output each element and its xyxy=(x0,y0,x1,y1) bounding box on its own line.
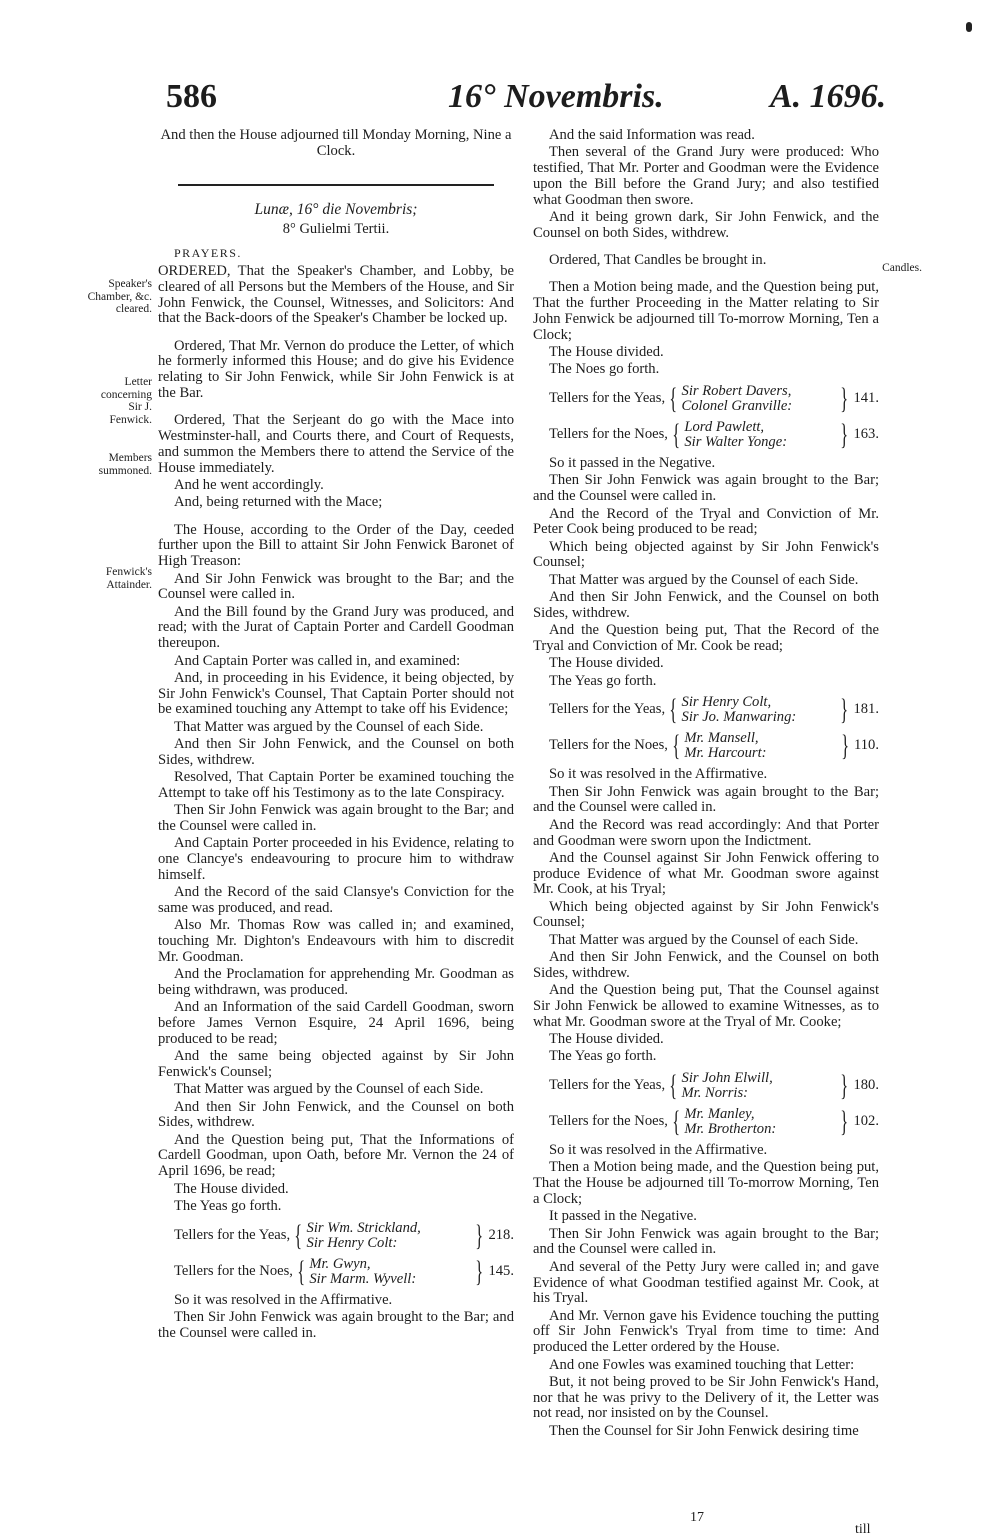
brace-right: } xyxy=(840,1105,849,1139)
catchword: till xyxy=(855,1522,871,1537)
tellers-entry xyxy=(174,1254,514,1288)
ink-spot xyxy=(966,22,972,32)
brace-right: } xyxy=(840,729,849,763)
paragraph: The Noes go forth. xyxy=(549,361,660,378)
tellers-label: Tellers for the Yeas, xyxy=(549,701,666,718)
margin-note-speakers-chamber: Speaker's Chamber, &c. cleared. xyxy=(87,278,152,315)
paragraph: The House divided. xyxy=(549,655,664,672)
teller-name: Sir Walter Yonge: xyxy=(684,434,788,451)
paragraph: And it being grown dark, Sir John Fenwick, and the Counsel on both Sides, withdrew. xyxy=(533,208,879,241)
page-date-header: 16° Novembris. xyxy=(448,78,664,115)
tellers-entry xyxy=(549,420,879,450)
division-count: 163. xyxy=(853,426,879,443)
brace-right: } xyxy=(840,382,849,416)
paragraph: Then several of the Grand Jury were produced: Who testified, That Mr. Porter and Goodman were the Evidence upon the Bill before the Grand Jury; and also testified what Goodman then swore. xyxy=(533,144,879,208)
teller-name: Sir Marm. Wyvell: xyxy=(309,1270,417,1287)
paragraph: The Yeas go forth. xyxy=(549,1048,657,1065)
tellers-names xyxy=(684,1107,831,1137)
division-count: 218. xyxy=(488,1226,514,1243)
tellers-entry xyxy=(549,1107,879,1137)
division-count: 181. xyxy=(853,701,879,718)
teller-name: Colonel Granville: xyxy=(681,398,793,415)
division-count: 145. xyxy=(488,1262,514,1279)
paragraph: Then a Motion being made, and the Question being put, That the House be adjourned till To-morrow Morning, Ten a Clock; xyxy=(533,1159,879,1208)
teller-name: Mr. Manley, xyxy=(684,1106,755,1123)
margin-note-members: Members summoned. xyxy=(98,452,152,477)
tellers-label: Tellers for the Noes, xyxy=(549,737,668,754)
paragraph: Resolved, That Captain Porter be examined touching the Attempt to take off his Testimony as to the late Conspiracy. xyxy=(158,769,514,801)
division-count: 141. xyxy=(853,390,879,407)
paragraph: But, it not being proved to be Sir John Fenwick's Hand, nor that he was privy to the Delivery of it, the Letter was not read, nor insisted on by the Counsel. xyxy=(533,1373,879,1422)
brace-right: } xyxy=(840,418,849,452)
brace-left: { xyxy=(669,1069,678,1103)
tellers-names xyxy=(684,420,831,450)
teller-name: Lord Pawlett, xyxy=(684,419,765,436)
brace-left: { xyxy=(669,693,678,727)
teller-name: Mr. Mansell, xyxy=(684,730,759,747)
brace-left: { xyxy=(294,1218,303,1252)
paragraph: Which being objected against by Sir John Fenwick's Counsel; xyxy=(533,538,879,571)
division-count: 102. xyxy=(853,1113,879,1130)
paragraph: And the Record was read accordingly: And that Porter and Goodman were sworn upon the Indictment. xyxy=(533,816,879,849)
teller-name: Mr. Gwyn, xyxy=(309,1255,371,1272)
paragraph: And then Sir John Fenwick, and the Counsel on both Sides, withdrew. xyxy=(533,949,879,981)
paragraph: And, being returned with the Mace; xyxy=(174,494,383,511)
tellers-label: Tellers for the Noes, xyxy=(174,1262,293,1279)
paragraph: Then Sir John Fenwick was again brought to the Bar; and the Counsel were called in. xyxy=(533,1225,879,1258)
brace-left: { xyxy=(672,418,681,452)
paragraph: The House divided. xyxy=(174,1180,289,1197)
tellers-names xyxy=(309,1257,466,1287)
signature-mark: 17 xyxy=(690,1510,704,1525)
page-year-header: A. 1696. xyxy=(770,78,887,115)
paragraph: And the Question being put, That the Informations of Cardell Goodman, upon Oath, before Mr. Vernon the 24 of April 1696, be read; xyxy=(158,1131,514,1180)
paragraph: And the Record of the said Clansye's Conviction for the same was produced, and read. xyxy=(158,884,514,916)
paragraph: Ordered, That the Serjeant do go with the Mace into Westminster-hall, and Courts there, and Court of Requests, and summon the Members there to attend the Service of the House immediately. xyxy=(158,412,514,476)
margin-note-letter: Letter concerning Sir J. Fenwick. xyxy=(100,376,152,426)
teller-name: Sir Wm. Strickland, xyxy=(306,1219,421,1236)
prayers-heading: PRAYERS. xyxy=(174,246,242,261)
day-heading: Lunæ, 16° die Novembris; xyxy=(254,200,418,218)
division-count: 180. xyxy=(853,1077,879,1094)
tellers-label: Tellers for the Yeas, xyxy=(549,390,666,407)
paragraph: Then the Counsel for Sir John Fenwick desiring time xyxy=(549,1422,859,1439)
teller-name: Sir Henry Colt: xyxy=(306,1234,398,1251)
tellers-names xyxy=(307,1221,467,1251)
paragraph: And the Question being put, That the Record of the Tryal and Conviction of Mr. Cook be read; xyxy=(533,622,879,654)
tellers-entry xyxy=(549,1071,879,1101)
tellers-label: Tellers for the Noes, xyxy=(549,426,668,443)
tellers-names xyxy=(682,695,832,725)
paragraph: That Matter was argued by the Counsel of each Side. xyxy=(174,718,484,735)
paragraph: Ordered, That Candles be brought in. xyxy=(549,252,767,269)
brace-left: { xyxy=(297,1254,306,1288)
paragraph: And Mr. Vernon gave his Evidence touching the putting off Sir John Fenwick's Tryal from time to time: And produced the Letter ordered by the House. xyxy=(533,1307,879,1356)
paragraph: Ordered, That Mr. Vernon do produce the Letter, of which he formerly informed this House; and do give his Evidence relating to Sir John Fenwick, while Sir John Fenwick is at the Bar. xyxy=(158,337,514,402)
paragraph: And the Proclamation for apprehending Mr. Goodman as being withdrawn, was produced. xyxy=(158,966,514,998)
paragraph: Then Sir John Fenwick was again brought to the Bar; and the Counsel were called in. xyxy=(158,802,514,834)
paragraph: So it was resolved in the Affirmative. xyxy=(174,1291,393,1308)
paragraph: And the Counsel against Sir John Fenwick offering to produce Evidence of what Mr. Goodman swore against Mr. Cook, at his Tryal; xyxy=(533,849,879,898)
brace-right: } xyxy=(475,1254,484,1288)
paragraph: The House, according to the Order of the Day, ceeded further upon the Bill to attaint Sir John Fenwick Baronet of High Treason: xyxy=(158,521,514,570)
brace-left: { xyxy=(669,382,678,416)
section-rule xyxy=(178,184,494,186)
tellers-entry xyxy=(174,1218,514,1252)
paragraph: And the Bill found by the Grand Jury was produced, and read; with the Jurat of Captain Porter and Cardell Goodman thereupon. xyxy=(158,603,514,652)
paragraph: And the Question being put, That the Counsel against Sir John Fenwick be allowed to examine Witnesses, as to what Mr. Goodman swore at the Tryal of Mr. Cooke; xyxy=(533,982,879,1030)
brace-left: { xyxy=(672,729,681,763)
paragraph: The House divided. xyxy=(549,344,664,361)
paragraph: And an Information of the said Cardell Goodman, sworn before James Vernon Esquire, 24 April 1696, being produced to be read; xyxy=(158,999,514,1047)
paragraph: And one Fowles was examined touching that Letter: xyxy=(549,1356,855,1373)
tellers-label: Tellers for the Yeas, xyxy=(174,1226,291,1243)
paragraph: And several of the Petty Jury were called in; and gave Evidence of what Goodman testified against Mr. Cook, at his Tryal. xyxy=(533,1258,879,1307)
teller-name: Sir Jo. Manwaring: xyxy=(681,709,797,726)
paragraph: And then the House adjourned till Monday Morning, Nine a Clock. xyxy=(160,127,512,159)
paragraph: And then Sir John Fenwick, and the Counsel on both Sides, withdrew. xyxy=(158,1098,514,1131)
paragraph: That Matter was argued by the Counsel of each Side. xyxy=(549,931,859,948)
paragraph: And Captain Porter proceeded in his Evidence, relating to one Clancye's endeavouring to procure him to withdraw himself. xyxy=(158,835,514,883)
tellers-names xyxy=(682,384,832,414)
paragraph: The Yeas go forth. xyxy=(174,1197,282,1214)
paragraph: And, in proceeding in his Evidence, it being objected, by Sir John Fenwick's Counsel, That Captain Porter should not be examined touching any Attempt to take off his Evidence; xyxy=(158,669,514,718)
tellers-label: Tellers for the Noes, xyxy=(549,1113,668,1130)
left-column xyxy=(158,128,514,1343)
paragraph: It passed in the Negative. xyxy=(549,1208,697,1225)
tellers-entry xyxy=(549,731,879,761)
brace-right: } xyxy=(840,1069,849,1103)
paragraph: And the Record of the Tryal and Conviction of Mr. Peter Cook being produced to be read; xyxy=(533,505,879,538)
page-number: 586 xyxy=(166,78,217,115)
paragraph: And the same being objected against by Sir John Fenwick's Counsel; xyxy=(158,1048,514,1080)
brace-left: { xyxy=(672,1105,681,1139)
paragraph: Which being objected against by Sir John Fenwick's Counsel; xyxy=(533,898,879,931)
paragraph: And then Sir John Fenwick, and the Counsel on both Sides, withdrew. xyxy=(533,589,879,621)
teller-name: Mr. Harcourt: xyxy=(684,745,767,762)
tellers-names xyxy=(682,1071,832,1101)
brace-right: } xyxy=(475,1218,484,1252)
paragraph: Then Sir John Fenwick was again brought to the Bar; and the Counsel were called in. xyxy=(533,783,879,816)
paragraph: ORDERED, That the Speaker's Chamber, and Lobby, be cleared of all Persons but the Members of the House, and Sir John Fenwick, the Counsel, Witnesses, and Solicitors: And that the Back-doors of the Speaker's Chamber be locked up. xyxy=(158,262,514,327)
teller-name: Sir Robert Davers, xyxy=(681,383,792,400)
paragraph: That Matter was argued by the Counsel of each Side. xyxy=(174,1081,484,1098)
brace-right: } xyxy=(840,693,849,727)
paragraph: And the said Information was read. xyxy=(549,127,755,143)
teller-name: Mr. Brotherton: xyxy=(684,1121,777,1138)
paragraph: So it was resolved in the Affirmative. xyxy=(549,1142,768,1159)
margin-note-fenwick: Fenwick's Attainder. xyxy=(105,566,152,591)
tellers-entry xyxy=(549,384,879,414)
division-count: 110. xyxy=(854,737,879,754)
paragraph: The Yeas go forth. xyxy=(549,672,657,689)
paragraph: So it passed in the Negative. xyxy=(549,455,716,472)
teller-name: Sir John Elwill, xyxy=(681,1070,773,1087)
tellers-names xyxy=(684,731,831,761)
right-column xyxy=(533,128,879,1441)
paragraph: And he went accordingly. xyxy=(174,477,324,494)
teller-name: Sir Henry Colt, xyxy=(681,694,772,711)
paragraph: Then Sir John Fenwick was again brought to the Bar; and the Counsel were called in. xyxy=(533,472,879,505)
paragraph: Then a Motion being made, and the Question being put, That the further Proceeding in the Matter relating to Sir John Fenwick be adjourned till To-morrow Morning, Ten a Clock; xyxy=(533,279,879,343)
paragraph: Also Mr. Thomas Row was called in; and examined, touching Mr. Dighton's Endeavours with him to discredit Mr. Goodman. xyxy=(158,917,514,965)
paragraph: So it was resolved in the Affirmative. xyxy=(549,766,768,783)
margin-note-candles: Candles. xyxy=(882,262,922,274)
paragraph: And Captain Porter was called in, and examined: xyxy=(174,652,461,669)
tellers-entry xyxy=(549,695,879,725)
paragraph: Then Sir John Fenwick was again brought to the Bar; and the Counsel were called in. xyxy=(158,1308,514,1341)
regnal-year: 8° Gulielmi Tertii. xyxy=(282,221,390,238)
teller-name: Mr. Norris: xyxy=(681,1085,749,1102)
paragraph: That Matter was argued by the Counsel of each Side. xyxy=(549,571,859,588)
paragraph: And Sir John Fenwick was brought to the Bar; and the Counsel were called in. xyxy=(158,570,514,603)
tellers-label: Tellers for the Yeas, xyxy=(549,1077,666,1094)
paragraph: The House divided. xyxy=(549,1031,664,1048)
paragraph: And then Sir John Fenwick, and the Counsel on both Sides, withdrew. xyxy=(158,736,514,768)
